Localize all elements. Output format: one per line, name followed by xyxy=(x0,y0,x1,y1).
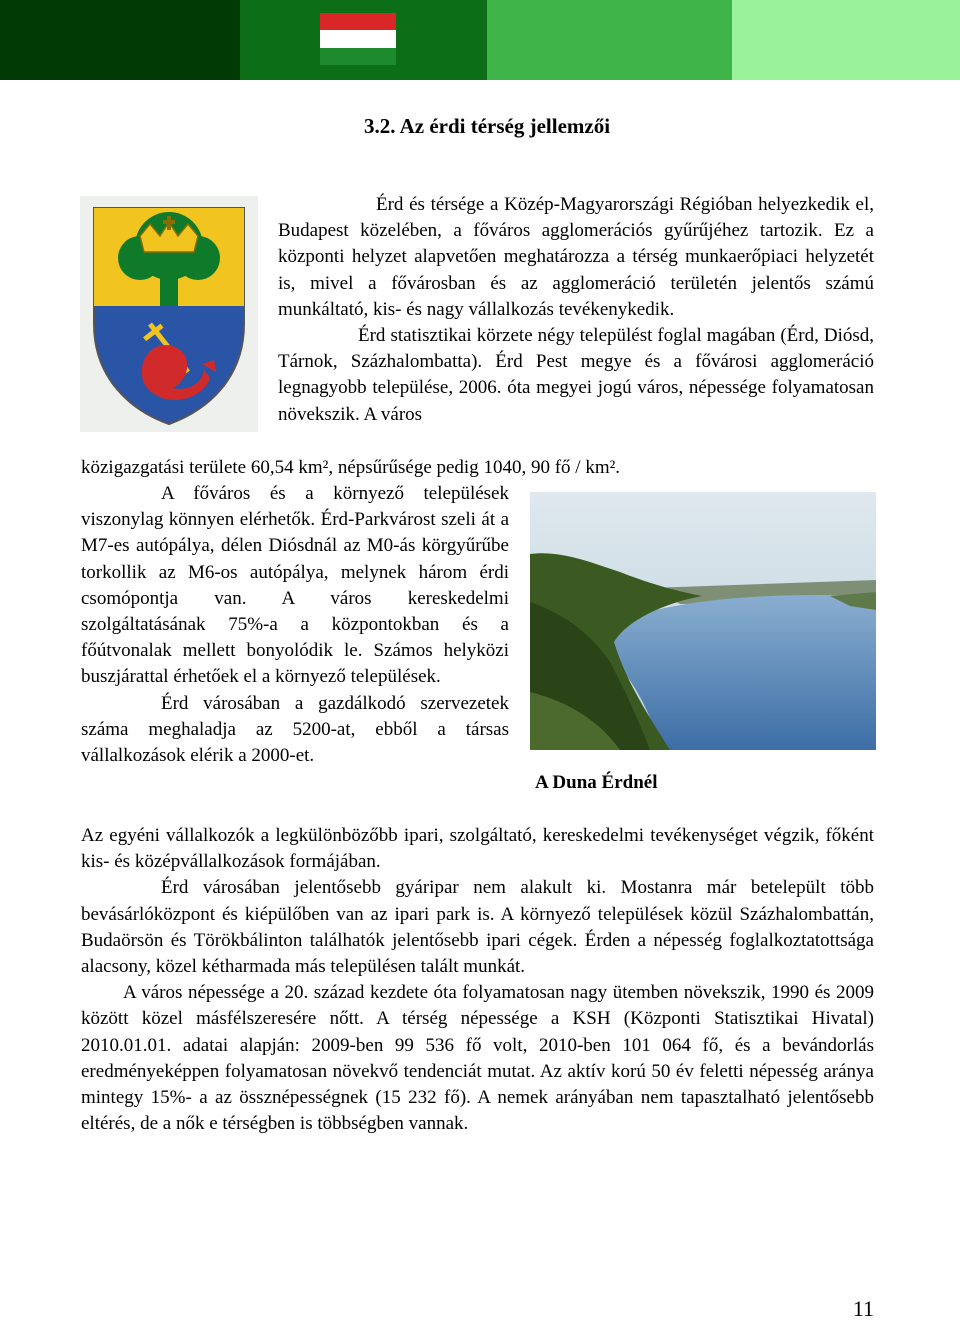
paragraph-area-line xyxy=(81,455,874,481)
area-line: közigazgatási területe 60,54 km², népsűrűsége pedig 1040, 90 fő / km². xyxy=(81,457,621,478)
paragraph-statistical-area: Érd statisztikai körzete négy települést foglal magában (Érd, Diósd, Tárnok, Százhalombatta). Érd Pest megye és a fővárosi agglomeráció legnagyobb települése, 2006. óta megyei jogú város, népessége folyamatosan növekszik. A város xyxy=(278,325,874,425)
header-segment-palegreen xyxy=(732,0,960,80)
header-segment-green xyxy=(240,0,487,80)
duna-river-landscape-photo xyxy=(530,492,876,750)
header-segment-dark xyxy=(0,0,240,80)
paragraph-economy: Érd városában a gazdálkodó szervezetek száma meghaladja az 5200-at, ebből a társas vállalkozások elérik a 2000-et. xyxy=(81,692,509,767)
header-segment-lightgreen xyxy=(487,0,732,80)
paragraph-economy-continued: Az egyéni vállalkozók a legkülönbözőbb ipari, szolgáltató, kereskedelmi tevékenységet végzik, főként kis- és középvállalkozások formájában. xyxy=(81,825,874,873)
intro-text xyxy=(278,192,874,428)
paragraph-location: Érd és térsége a Közép-Magyarországi Régióban helyezkedik el, Budapest közelében, a főváros agglomerációs gyűrűjéhez tartozik. Ez a központi helyzet alapvetően meghatározza a térség munkaerőpiaci helyzetét is, mivel a fővárosban és az agglomeráció területén jelentős számú munkáltató, kis- és nagy vállalkozás tevékenykedik. xyxy=(278,194,874,320)
page-number: 11 xyxy=(852,1296,874,1321)
erd-coat-of-arms-image xyxy=(80,196,258,432)
hungarian-flag-icon xyxy=(320,13,396,65)
header-band xyxy=(0,0,960,80)
left-column-text xyxy=(81,481,509,769)
paragraph-industry: Érd városában jelentősebb gyáripar nem alakult ki. Mostanra már betelepült több bevásárlóközpont és kiépülőben van az ipari park is. A környező települések közül Százhalombattán, Budaörsön és Törökbálinton találhatók jelentősebb ipari cégek. Érden a népesség foglalkoztatottsága alacsony, közel kétharmada más településen talált munkát. xyxy=(81,877,874,978)
section-title: 3.2. Az érdi térség jellemzői xyxy=(364,114,611,138)
paragraph-population: A város népessége a 20. század kezdete óta folyamatosan nagy ütemben növekszik, 1990 és 2009 között közel másfélszeresére nőtt. A térség népessége a KSH (Központi Statisztikai Hivatal) 2010.01.01. adatai alapján: 2009-ben 99 536 fő volt, 2010-ben 101 064 fő, és a bevándorlás eredményeképpen folyamatosan növekvő tendenciát mutat. Az aktív korú 50 év feletti népesség aránya mintegy 15%- a az össznépességnek (15 232 fő). A nemek arányában nem tapasztalható jelentősebb eltérés, de a nők e térségben is többségben vannak. xyxy=(81,982,874,1135)
photo-caption: A Duna Érdnél xyxy=(535,772,658,793)
bottom-text xyxy=(81,823,874,1137)
paragraph-transport: A főváros és a környező települések viszonylag könnyen elérhetők. Érd-Parkvárost szeli át a M7-es autópálya, délen Diósdnál az M0-ás körgyűrűbe torkollik az M6-os autópálya, melynek három érdi csomópontja van. A város kereskedelmi szolgáltatásának 75%-a a központokban és a főútvonalak mellett bonyolódik le. Számos helyközi buszjárattal érhetőek el a környező települések. xyxy=(81,483,509,688)
